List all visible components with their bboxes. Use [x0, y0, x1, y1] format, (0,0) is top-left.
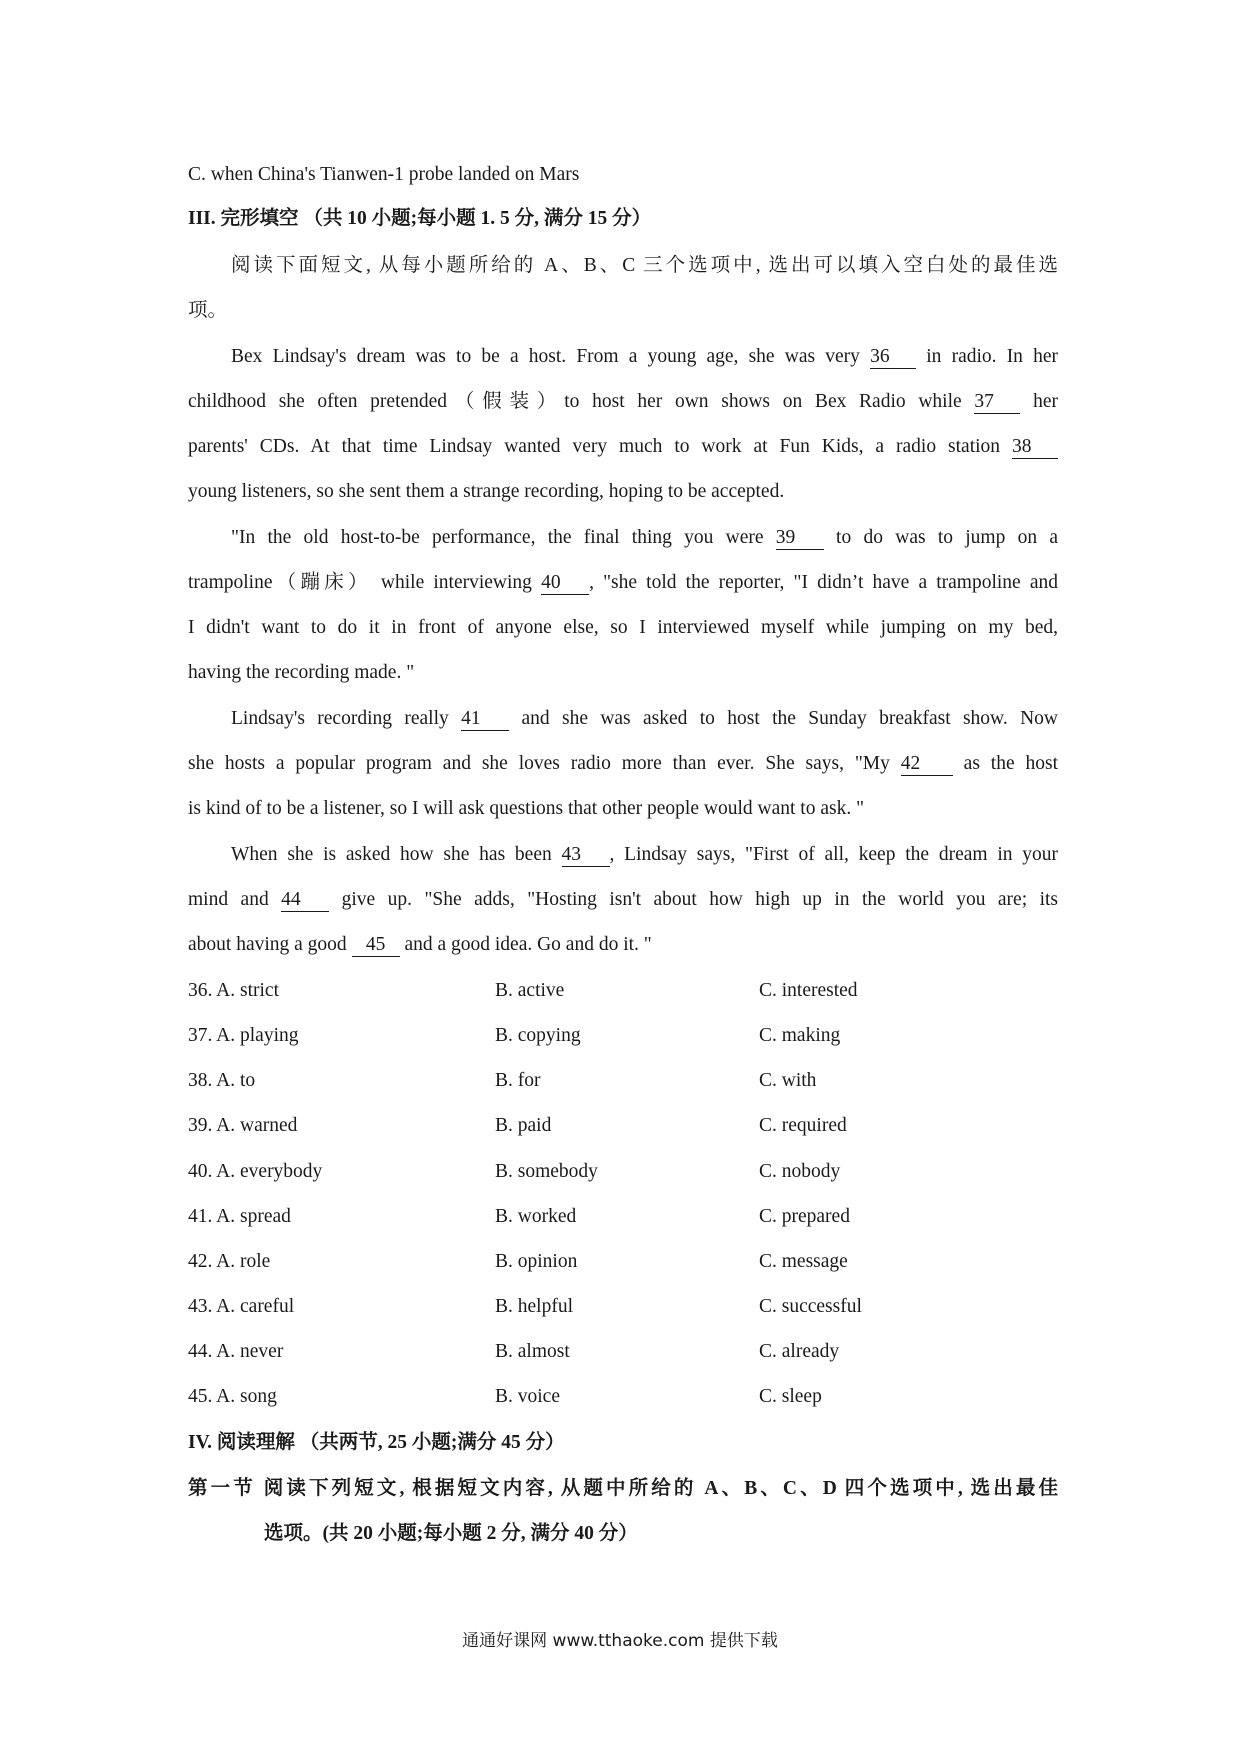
blank-41: 41: [461, 708, 509, 731]
blank-45: 45: [352, 934, 400, 957]
passage-line: "In the old host-to-be performance, the final thing you were 39 to do was to jump on a: [231, 527, 1059, 548]
option-c: C. message: [759, 1251, 848, 1272]
passage-line: mind and 44 give up. "She adds, "Hosting isn't about how high up in the world you are; its: [188, 889, 1058, 910]
option-a: 44. A. never: [188, 1341, 284, 1362]
blank-37: 37: [974, 391, 1020, 414]
option-b: B. worked: [495, 1206, 577, 1227]
blank-40: 40: [541, 572, 589, 595]
option-a: 42. A. role: [188, 1251, 271, 1272]
option-b: B. active: [495, 980, 565, 1001]
blank-42: 42: [901, 753, 953, 776]
option-b: B. helpful: [495, 1296, 573, 1317]
option-a: 40. A. everybody: [188, 1161, 323, 1182]
blank-39: 39: [776, 527, 824, 550]
passage-line: When she is asked how she has been 43 , Lindsay says, "First of all, keep the dream in your: [231, 844, 1059, 865]
option-b: B. opinion: [495, 1251, 578, 1272]
passage-line: Lindsay's recording really 41 and she was asked to host the Sunday breakfast show. Now: [231, 708, 1059, 729]
page-footer: 通通好课网 www.tthaoke.com 提供下载: [462, 1631, 778, 1651]
section-3-instruction: 阅读下面短文, 从每小题所给的 A、B、C 三个选项中, 选出可以填入空白处的最佳选: [231, 255, 1058, 276]
option-b: B. copying: [495, 1025, 581, 1046]
option-c: C. successful: [759, 1296, 862, 1317]
passage-line: having the recording made. ": [188, 662, 415, 683]
option-c: C. prepared: [759, 1206, 850, 1227]
option-a: 41. A. spread: [188, 1206, 291, 1227]
option-b: B. for: [495, 1070, 541, 1091]
option-a: 37. A. playing: [188, 1025, 299, 1046]
passage-line: about having a good 45 and a good idea. Go and do it. ": [188, 934, 652, 955]
option-c: C. required: [759, 1115, 847, 1136]
section-4-title: IV. 阅读理解 （共两节, 25 小题;满分 45 分）: [188, 1432, 565, 1453]
section-4-part-1-instruction: 第一节 阅读下列短文, 根据短文内容, 从题中所给的 A、B、C、D 四个选项中, 选出最佳: [188, 1478, 1058, 1499]
passage-line: I didn't want to do it in front of anyone else, so I interviewed myself while jumping on my bed,: [188, 617, 1058, 638]
section-3-instruction-cont: 项。: [188, 300, 228, 321]
blank-44: 44: [281, 889, 329, 912]
blank-38: 38: [1012, 436, 1058, 459]
blank-36: 36: [870, 346, 916, 369]
option-a: 36. A. strict: [188, 980, 279, 1001]
passage-line: trampoline（蹦床） while interviewing 40 , "she told the reporter, "I didn’t have a trampoline and: [188, 572, 1058, 593]
option-c: C. already: [759, 1341, 840, 1362]
option-a: 45. A. song: [188, 1386, 277, 1407]
option-a: 43. A. careful: [188, 1296, 295, 1317]
option-b: B. almost: [495, 1341, 570, 1362]
section-4-part-1-instruction-cont: 选项。(共 20 小题;每小题 2 分, 满分 40 分）: [264, 1523, 638, 1544]
passage-line: childhood she often pretended（假装）to host her own shows on Bex Radio while 37 her: [188, 391, 1059, 412]
blank-43: 43: [562, 844, 610, 867]
option-c: C. interested: [759, 980, 858, 1001]
option-c: C. making: [759, 1025, 841, 1046]
option-b: B. voice: [495, 1386, 560, 1407]
previous-option-c: C. when China's Tianwen-1 probe landed on Mars: [188, 164, 580, 185]
option-b: B. paid: [495, 1115, 552, 1136]
passage-line: she hosts a popular program and she loves radio more than ever. She says, "My 42 as the host: [188, 753, 1059, 774]
option-c: C. nobody: [759, 1161, 841, 1182]
option-a: 38. A. to: [188, 1070, 256, 1091]
passage-line: is kind of to be a listener, so I will ask questions that other people would want to ask. ": [188, 798, 865, 819]
passage-line: parents' CDs. At that time Lindsay wanted very much to work at Fun Kids, a radio station 38: [188, 434, 1058, 460]
option-c: C. with: [759, 1070, 817, 1091]
option-c: C. sleep: [759, 1386, 822, 1407]
passage-line: young listeners, so she sent them a strange recording, hoping to be accepted.: [188, 481, 785, 502]
option-a: 39. A. warned: [188, 1115, 298, 1136]
section-3-title: III. 完形填空 （共 10 小题;每小题 1. 5 分, 满分 15 分）: [188, 208, 652, 229]
passage-line: Bex Lindsay's dream was to be a host. From a young age, she was very 36 in radio. In her: [231, 346, 1059, 367]
option-b: B. somebody: [495, 1161, 598, 1182]
